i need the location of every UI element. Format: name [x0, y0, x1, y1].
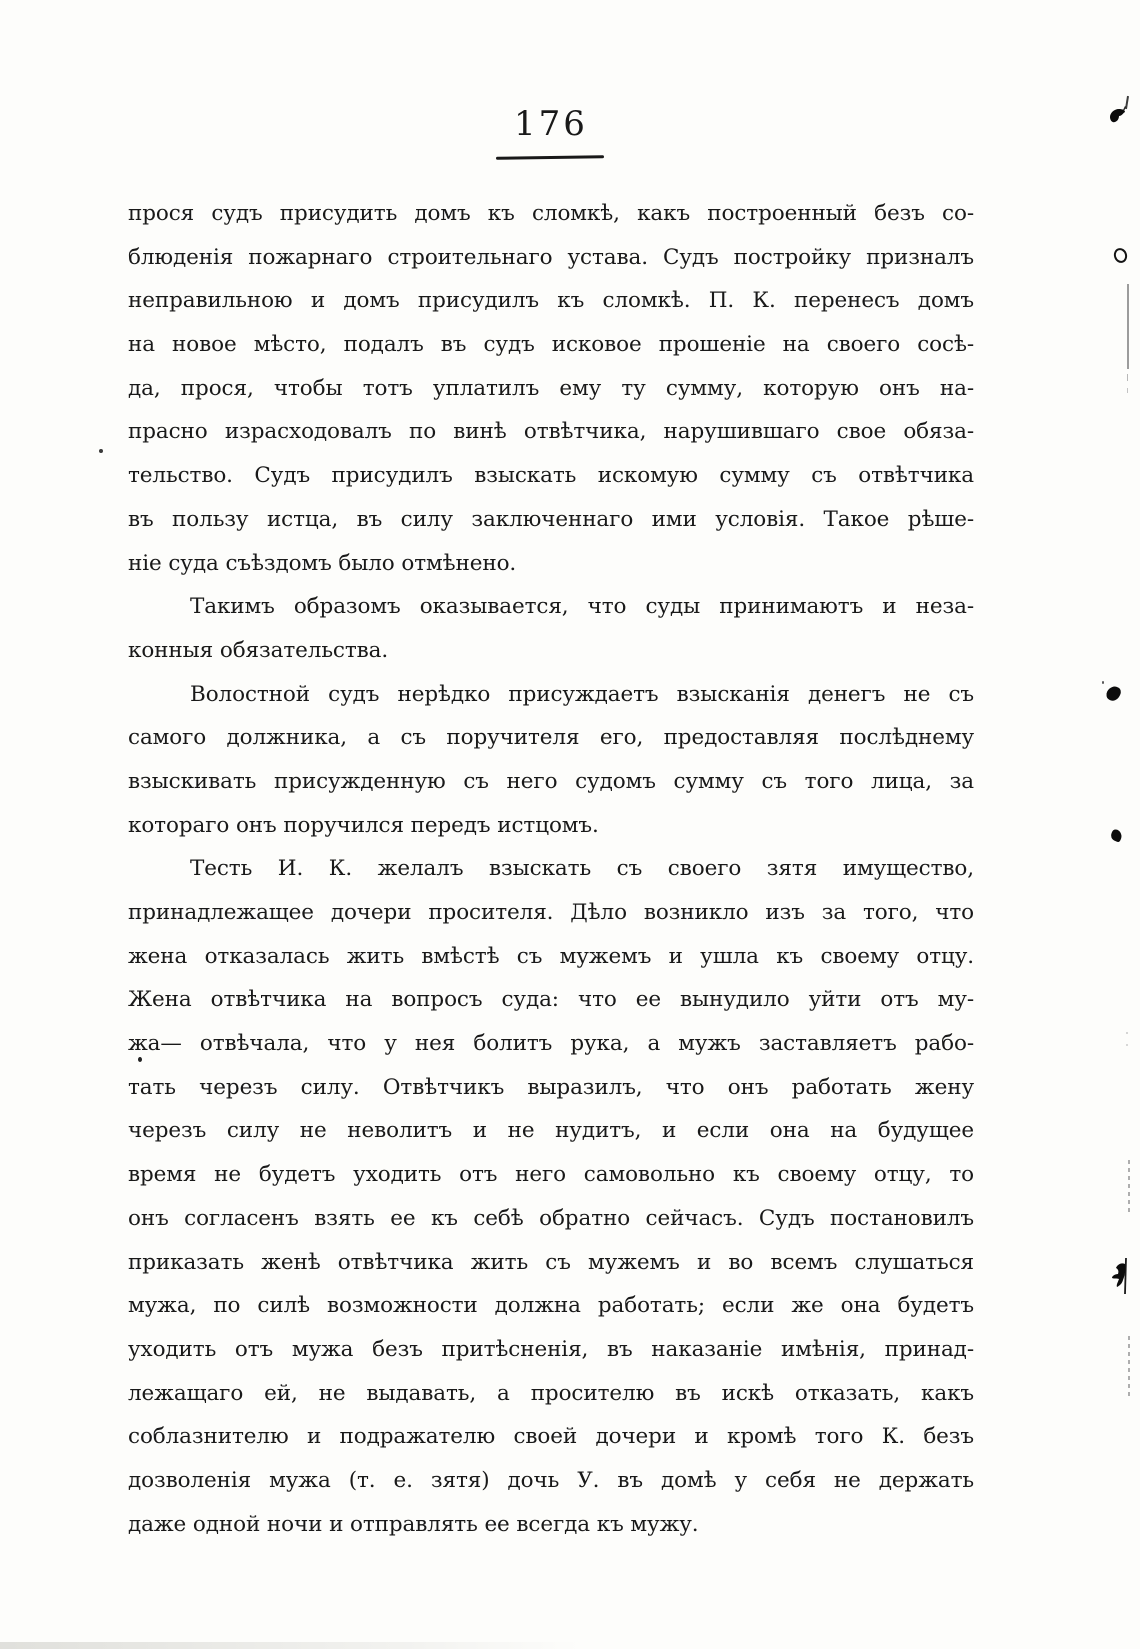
text-line: самого должника, а съ поручителя его, предоставляя послѣднему	[128, 725, 974, 751]
text-line: дозволенія мужа (т. е. зятя) дочь У. въ домѣ у себя не держать	[128, 1467, 974, 1493]
edge-dashed-line	[1128, 1160, 1130, 1214]
text-line: неправильною и домъ присудилъ къ сломкѣ. П. К. перенесъ домъ	[128, 288, 974, 314]
edge-dashed-line	[1128, 1336, 1130, 1398]
text-line: тать черезъ силу. Отвѣтчикъ выразилъ, что онъ работать жену	[128, 1074, 974, 1100]
text-line: Тесть И. К. желалъ взыскать съ своего зятя имущество,	[190, 856, 974, 882]
text-line: онъ согласенъ взять ее къ себѣ обратно сейчасъ. Судъ постановилъ	[128, 1205, 974, 1231]
text-line: ніе суда съѣздомъ было отмѣнено.	[128, 550, 517, 576]
ink-blot-lower-right	[1109, 828, 1124, 843]
text-line: Такимъ образомъ оказывается, что суды принимаютъ и неза-	[190, 594, 974, 620]
text-line: уходить отъ мужа безъ притѣсненія, въ наказаніе имѣнія, принад-	[128, 1336, 974, 1362]
text-line: на новое мѣсто, подалъ въ судъ исковое прошеніе на своего сосѣ-	[128, 332, 974, 358]
text-line: черезъ силу не неволитъ и не нудитъ, и если она на будущее	[128, 1118, 974, 1144]
text-line: тельство. Судъ присудилъ взыскать искомую сумму съ отвѣтчика	[128, 463, 974, 489]
ink-ring-mark	[1112, 246, 1129, 264]
page-number: 176	[514, 104, 588, 144]
text-line: взыскивать присужденную съ него судомъ сумму съ того лица, за	[128, 768, 974, 794]
text-line: соблазнителю и подражателю своей дочери и кромѣ того К. безъ	[128, 1424, 974, 1450]
text-line: даже одной ночи и отправлять ее всегда къ мужу.	[128, 1511, 699, 1537]
text-line: да, прося, чтобы тотъ уплатилъ ему ту сумму, которую онъ на-	[128, 375, 974, 401]
edge-line-mark	[1127, 284, 1129, 369]
text-line: Волостной судъ нерѣдко присуждаетъ взысканія денегъ не съ	[190, 681, 974, 707]
faint-dot-mark	[1126, 1032, 1128, 1034]
margin-dot-mark	[138, 1057, 142, 1062]
text-line: время не будетъ уходить отъ него самовольно къ своему отцу, то	[128, 1162, 974, 1188]
text-line: принадлежащее дочери просителя. Дѣло возникло изъ за того, что	[128, 900, 974, 925]
text-line: блюденія пожарнаго строительнаго устава. Судъ постройку призналъ	[128, 244, 974, 270]
text-line: мужа, по силѣ возможности должна работать; если же она будетъ	[128, 1293, 974, 1319]
text-line: въ пользу истца, въ силу заключеннаго ими условія. Такое рѣше-	[128, 506, 974, 532]
text-line: прося судъ присудить домъ къ сломкѣ, какъ построенный безъ со-	[128, 201, 974, 226]
scan-edge-smudge	[0, 1642, 580, 1649]
text-line: конныя обязательства.	[128, 637, 389, 663]
ink-figure-mark	[1106, 1252, 1132, 1298]
text-line: прасно израсходовалъ по винѣ отвѣтчика, нарушившаго свое обяза-	[128, 419, 974, 445]
edge-tick-mark	[1127, 388, 1128, 393]
text-line: жена отказалась жить вмѣстѣ съ мужемъ и ушла къ своему отцу.	[128, 943, 974, 969]
text-line: котораго онъ поручился передъ истцомъ.	[128, 812, 599, 838]
text-block	[128, 192, 974, 1546]
edge-tick-mark	[1127, 374, 1128, 381]
text-line: жа— отвѣчала, что у нея болитъ рука, а мужъ заставляетъ рабо-	[128, 1031, 974, 1057]
text-line: приказать женѣ отвѣтчика жить съ мужемъ и во всемъ слушаться	[128, 1249, 974, 1275]
ink-blot-mid-right	[1104, 684, 1123, 703]
margin-dot-mark	[99, 449, 103, 453]
text-line: лежащаго ей, не выдавать, а просителю въ искѣ отказать, какъ	[128, 1380, 974, 1406]
page-number-rule	[496, 155, 604, 159]
ink-dot-mark	[1102, 681, 1104, 684]
ink-blot-top-right	[1103, 102, 1131, 130]
text-line: Жена отвѣтчика на вопросъ суда: что ее вынудило уйти отъ му-	[128, 987, 974, 1013]
faint-dot-mark	[1126, 1044, 1128, 1046]
